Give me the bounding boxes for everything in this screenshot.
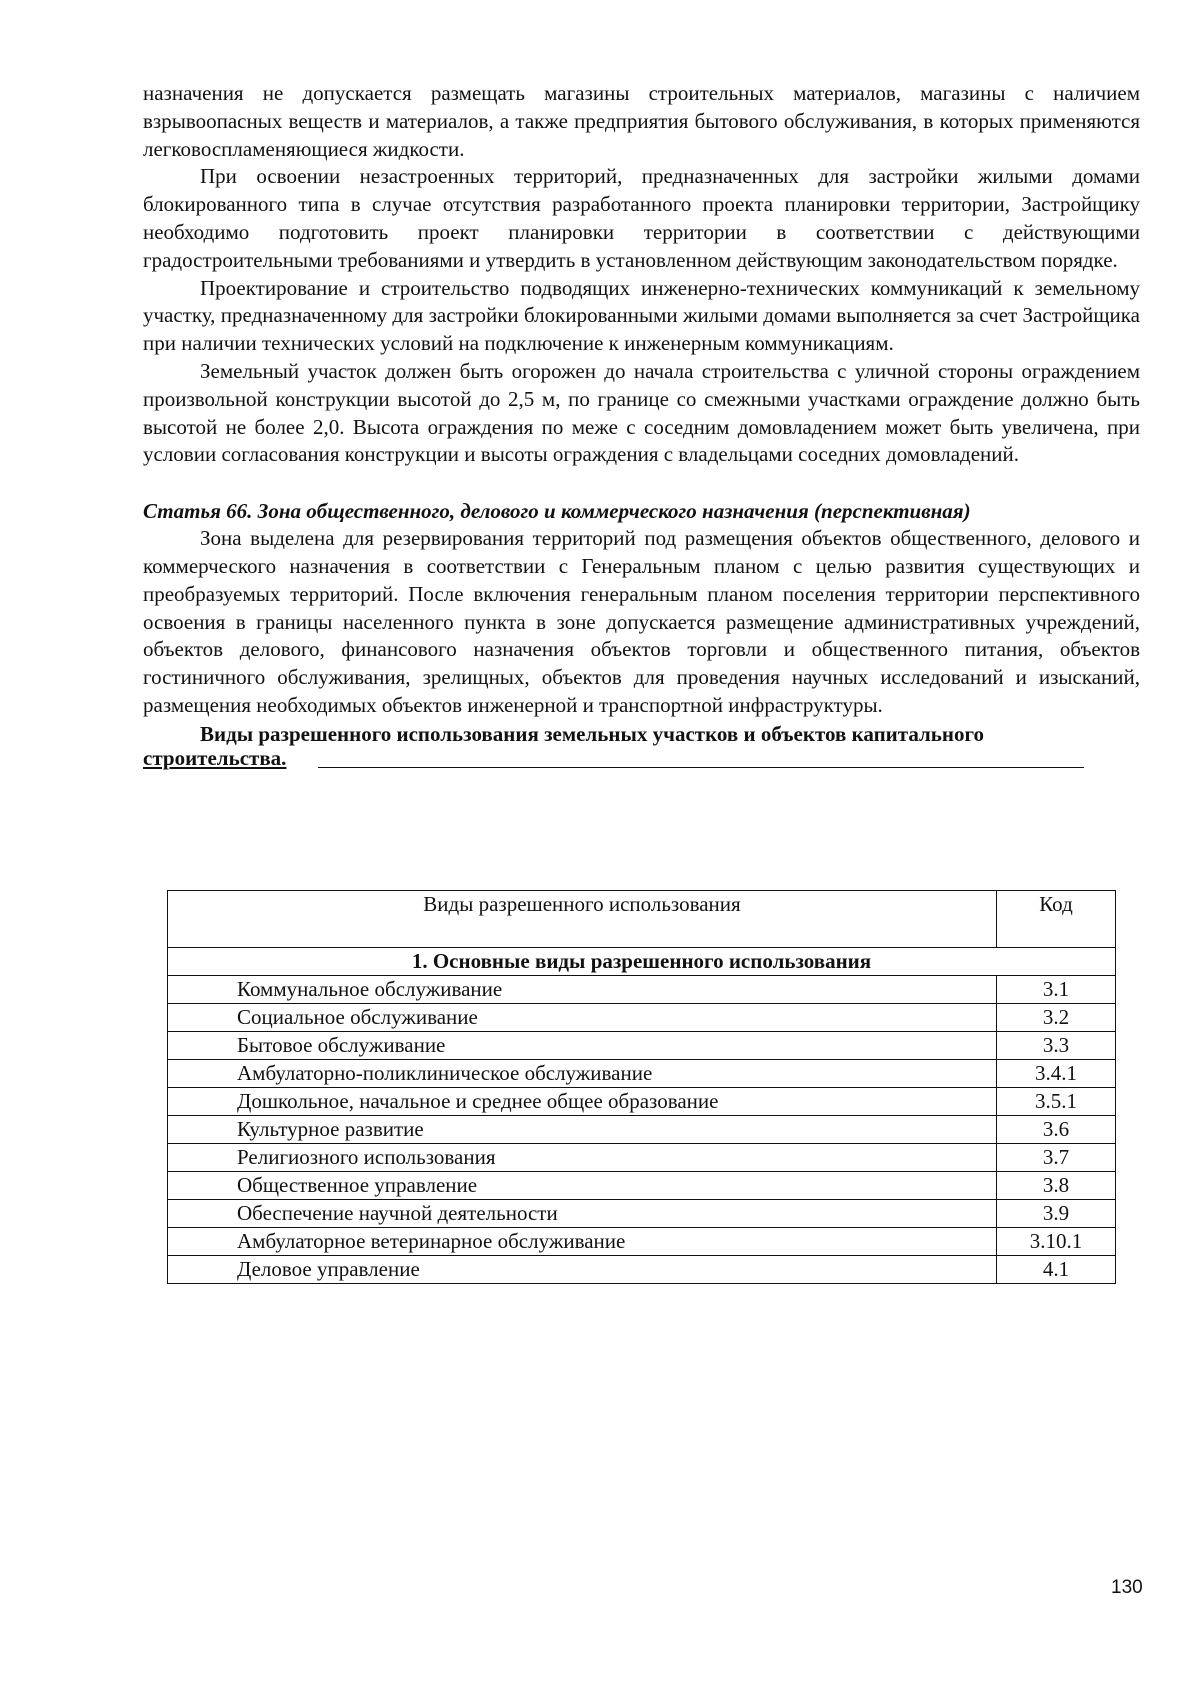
heading-underline [318,767,1084,768]
table-row [168,1144,1116,1172]
table-row [168,976,1116,1004]
use-code: 3.5.1 [997,1088,1116,1116]
use-name: Коммунальное обслуживание [168,976,997,1004]
use-code: 3.9 [997,1200,1116,1228]
use-name: Обеспечение научной деятельности [168,1200,997,1228]
article-66-body: Зона выделена для резервирования территорий под размещения объектов общественного, делового и коммерческого назначения в соответствии с Генеральным планом с целью развития существующих и преобразуемых территорий. После включения генеральным планом поселения территории перспективного освоения в границы населенного пункта в зоне допускается размещение административных учреждений, объектов делового, финансового назначения объектов торговли и общественного питания, объектов гостиничного обслуживания, зрелищных, объектов для проведения научных исследований и изысканий, размещения необходимых объектов инженерной и транспортной инфраструктуры. [143,526,1140,717]
use-code: 3.8 [997,1172,1116,1200]
use-name: Дошкольное, начальное и среднее общее образование [168,1088,997,1116]
table-row [168,1228,1116,1256]
use-code: 3.6 [997,1116,1116,1144]
table-row [168,1200,1116,1228]
use-name: Общественное управление [168,1172,997,1200]
table-header-row [168,891,1116,948]
use-name: Амбулаторное ветеринарное обслуживание [168,1228,997,1256]
table-section-row [168,948,1116,976]
table-heading: Виды разрешенного использования земельных участков и объектов капитального [200,721,985,746]
table-row [168,1088,1116,1116]
table-row [168,1032,1116,1060]
use-name: Деловое управление [168,1256,997,1284]
table-heading-tail [143,745,1140,770]
use-code: 3.1 [997,976,1116,1004]
use-code: 3.3 [997,1032,1116,1060]
paragraph-undeveloped-territories: При освоении незастроенных территорий, предназначенных для застройки жилыми домами блокированного типа в случае отсутствия разработанного проекта планировки территории, Застройщику необходимо подготовить проект планировки территории в соответствии с действующими градостроительными требованиями и утвердить в установленном действующим законодательством порядке. [143,164,1140,272]
article-66-heading: Статья 66. Зона общественного, делового и коммерческого назначения (перспективная) [143,499,971,524]
column-header-use: Виды разрешенного использования [168,891,997,948]
use-name: Социальное обслуживание [168,1004,997,1032]
page-number: 130 [1111,1577,1143,1598]
table-heading-tail-text: строительства. [143,745,287,770]
use-name: Бытовое обслуживание [168,1032,997,1060]
paragraph-continuation: назначения не допускается размещать магазины строительных материалов, магазины с наличием взрывоопасных веществ и материалов, а также предприятия бытового обслуживания, в которых применяются легковоспламеняющиеся жидкости. [143,81,1140,161]
use-name: Амбулаторно-поликлиническое обслуживание [168,1060,997,1088]
use-code: 3.7 [997,1144,1116,1172]
paragraph-utility-design: Проектирование и строительство подводящих инженерно-технических коммуникаций к земельному участку, предназначенному для застройки блокированными жилыми домами выполняется за счет Застройщика при наличии технических условий на подключение к инженерным коммуникациям. [143,275,1140,356]
use-code: 3.2 [997,1004,1116,1032]
document-page [143,80,1140,768]
use-name: Культурное развитие [168,1116,997,1144]
paragraph-fencing: Земельный участок должен быть огорожен до начала строительства с уличной стороны ограждением произвольной конструкции высотой до 2,5 м, по границе со смежными участками ограждение должно быть высотой не более 2,0. Высота ограждения по меже с соседним домовладением может быть увеличена, при условии согласования конструкции и высоты ограждения с владельцами соседних домовладений. [143,358,1140,467]
use-code: 3.10.1 [997,1228,1116,1256]
column-header-code: Код [997,891,1116,948]
table-row [168,1116,1116,1144]
use-code: 3.4.1 [997,1060,1116,1088]
table-row [168,1060,1116,1088]
section-title: 1. Основные виды разрешенного использования [168,948,1116,976]
table-row [168,1256,1116,1284]
table-row [168,1172,1116,1200]
table-row [168,1004,1116,1032]
use-code: 4.1 [997,1256,1116,1284]
permitted-uses-table [167,890,1116,1284]
use-name: Религиозного использования [168,1144,997,1172]
